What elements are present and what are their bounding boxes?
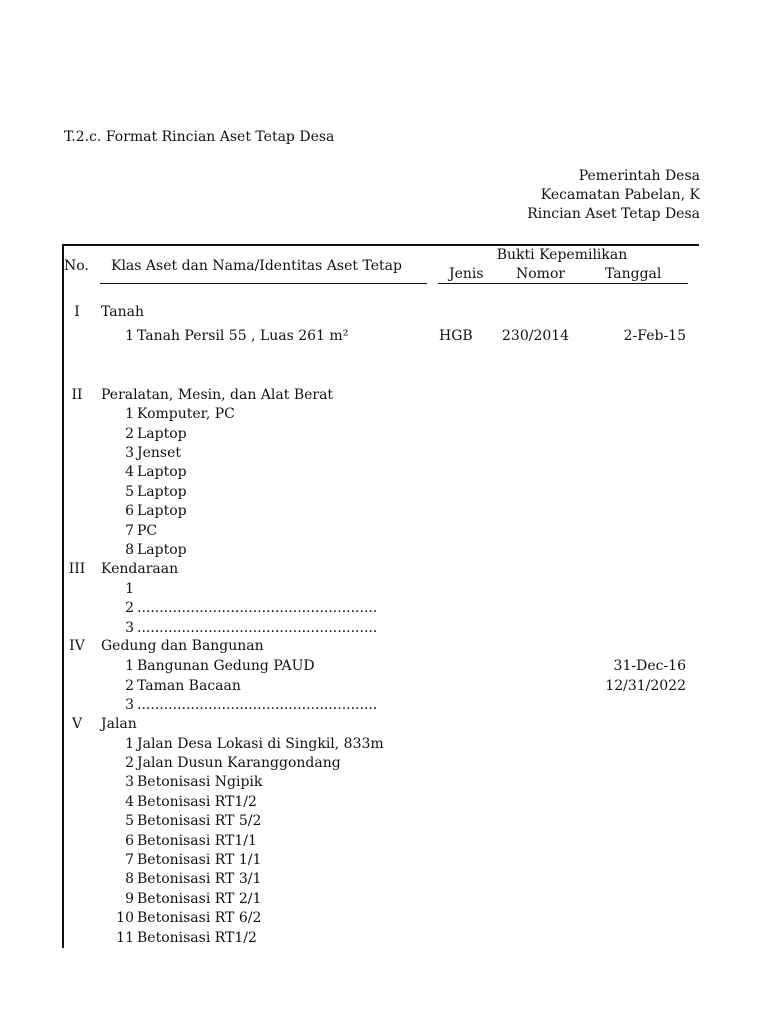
item-name: Betonisasi RT 2/1 — [137, 891, 262, 907]
item-number: 1 — [125, 406, 134, 422]
item-number: 7 — [125, 523, 134, 539]
item-number: 2 — [125, 600, 134, 616]
section-roman: III — [68, 561, 86, 577]
item-number: 9 — [125, 891, 134, 907]
item-name: Laptop — [137, 484, 187, 500]
header-district: Kecamatan Pabelan, K — [540, 187, 700, 203]
header-nomor: Nomor — [516, 266, 566, 282]
section-name: Tanah — [101, 304, 144, 320]
item-name: Jenset — [137, 445, 182, 461]
section-name: Kendaraan — [101, 561, 179, 577]
klas-header-underline — [100, 283, 427, 284]
item-number: 4 — [125, 794, 134, 810]
header-klas-aset: Klas Aset dan Nama/Identitas Aset Tetap — [111, 258, 402, 274]
item-name: Betonisasi RT 5/2 — [137, 813, 262, 829]
item-number: 1 — [125, 328, 134, 344]
section-name: Jalan — [101, 716, 137, 732]
header-government: Pemerintah Desa — [578, 168, 700, 184]
item-tanggal: 31-Dec-16 — [613, 658, 686, 674]
item-name: Betonisasi RT 1/1 — [137, 852, 262, 868]
item-name: Betonisasi RT1/1 — [137, 833, 257, 849]
item-number: 3 — [125, 697, 134, 713]
item-name: Betonisasi RT 6/2 — [137, 910, 262, 926]
item-number: 11 — [116, 930, 134, 946]
item-name: Jalan Dusun Karanggondang — [137, 755, 341, 771]
table-left-border — [62, 244, 64, 948]
item-name: PC — [137, 523, 158, 539]
item-tanggal: 12/31/2022 — [605, 678, 686, 694]
item-nomor: 230/2014 — [502, 328, 570, 344]
header-no: No. — [64, 258, 89, 274]
section-roman: IV — [69, 638, 85, 654]
item-jenis: HGB — [439, 328, 473, 344]
document-title: T.2.c. Format Rincian Aset Tetap Desa — [64, 129, 335, 145]
item-name: ...................................................... — [137, 620, 378, 636]
item-name: Bangunan Gedung PAUD — [137, 658, 315, 674]
section-roman: I — [74, 304, 80, 320]
section-name: Gedung dan Bangunan — [101, 638, 264, 654]
item-name: Taman Bacaan — [137, 678, 241, 694]
item-name: Laptop — [137, 426, 187, 442]
item-number: 10 — [116, 910, 134, 926]
item-name: ...................................................... — [137, 697, 378, 713]
item-number: 7 — [125, 852, 134, 868]
item-number: 6 — [125, 503, 134, 519]
item-number: 8 — [125, 542, 134, 558]
item-name: Betonisasi RT1/2 — [137, 794, 257, 810]
section-roman: II — [71, 387, 83, 403]
header-report-name: Rincian Aset Tetap Desa — [527, 206, 700, 222]
bukti-header-underline — [438, 283, 688, 284]
item-name: Laptop — [137, 464, 187, 480]
section-name: Peralatan, Mesin, dan Alat Berat — [101, 387, 334, 403]
header-tanggal: Tanggal — [605, 266, 662, 282]
item-number: 8 — [125, 871, 134, 887]
item-number: 3 — [125, 620, 134, 636]
item-tanggal: 2-Feb-15 — [623, 328, 686, 344]
item-number: 4 — [125, 464, 134, 480]
item-name: ...................................................... — [137, 600, 378, 616]
item-name: Laptop — [137, 503, 187, 519]
item-number: 1 — [125, 736, 134, 752]
item-number: 5 — [125, 484, 134, 500]
item-name: Komputer, PC — [137, 406, 235, 422]
item-name: Tanah Persil 55 , Luas 261 m² — [137, 328, 349, 344]
item-number: 1 — [125, 581, 134, 597]
item-name: Betonisasi RT1/2 — [137, 930, 257, 946]
item-name: Betonisasi Ngipik — [137, 774, 263, 790]
item-name: Jalan Desa Lokasi di Singkil, 833m — [137, 736, 384, 752]
header-bukti-kepemilikan: Bukti Kepemilikan — [496, 247, 628, 263]
item-number: 5 — [125, 813, 134, 829]
item-name: Betonisasi RT 3/1 — [137, 871, 262, 887]
section-roman: V — [71, 716, 83, 732]
item-number: 2 — [125, 678, 134, 694]
item-number: 2 — [125, 755, 134, 771]
header-jenis: Jenis — [449, 266, 484, 282]
item-number: 3 — [125, 445, 134, 461]
item-number: 3 — [125, 774, 134, 790]
item-name: Laptop — [137, 542, 187, 558]
item-number: 2 — [125, 426, 134, 442]
item-number: 1 — [125, 658, 134, 674]
item-number: 6 — [125, 833, 134, 849]
